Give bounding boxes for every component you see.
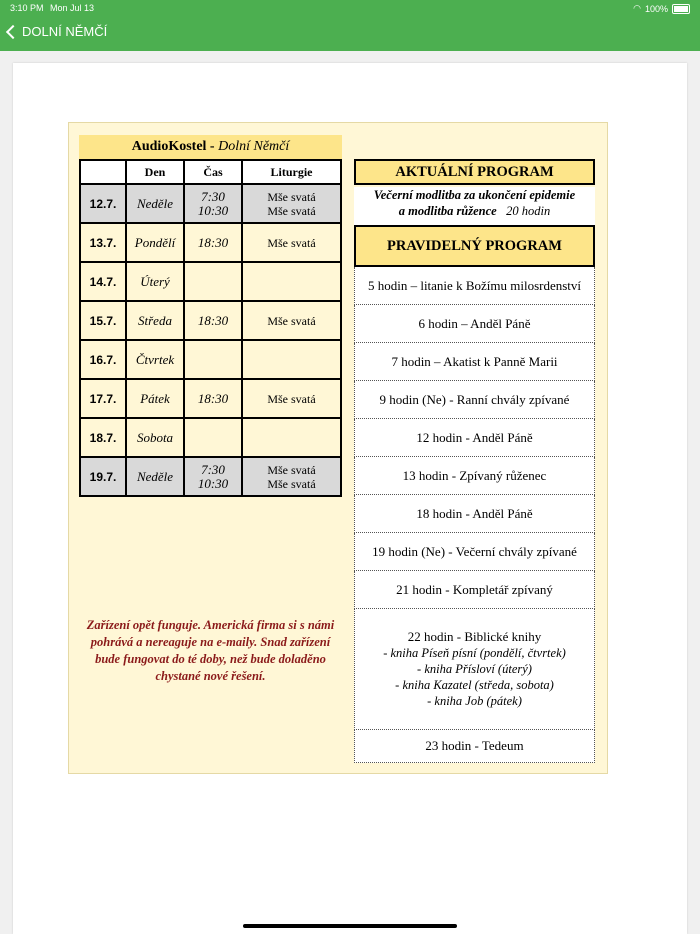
- schedule-liturgy: [242, 223, 341, 262]
- program-item-tedeum: 23 hodin - Tedeum: [354, 730, 595, 763]
- title-italic: Dolní Němčí: [218, 139, 290, 154]
- schedule-day: Pátek: [126, 379, 184, 418]
- schedule-time: [184, 223, 242, 262]
- notice-text: Zařízení opět funguje. Americká firma si s námi pohrává a nereaguje na e-maily. Snad zařízení bude fungovat do té doby, než bude doladěno chystané nové řešení.: [86, 618, 335, 683]
- schedule-liturgy: [242, 301, 341, 340]
- program-item: 13 hodin - Zpívaný růženec: [354, 457, 595, 495]
- bible-book: - kniha Přísloví (úterý): [417, 662, 532, 676]
- schedule-row: [80, 379, 341, 418]
- schedule-liturgy-1: Mše svatá: [267, 462, 316, 477]
- schedule-date: 12.7.: [80, 184, 126, 223]
- schedule-time-1: 7:30: [201, 188, 225, 204]
- col-date-header: [80, 160, 126, 184]
- schedule-row: [80, 262, 341, 301]
- schedule-date: 14.7.: [80, 262, 126, 301]
- schedule-liturgy-1: Mše svatá: [267, 235, 316, 250]
- battery-icon: [672, 4, 690, 14]
- nav-bar: [0, 16, 700, 51]
- schedule-day: Středa: [126, 301, 184, 340]
- status-right: [633, 3, 690, 14]
- schedule-liturgy: [242, 457, 341, 496]
- bible-program-item: [354, 609, 595, 730]
- schedule-row: [80, 418, 341, 457]
- schedule-date: 18.7.: [80, 418, 126, 457]
- status-time: 3:10 PM: [10, 3, 44, 13]
- home-indicator[interactable]: [243, 924, 457, 928]
- schedule-date: 16.7.: [80, 340, 126, 379]
- chevron-left-icon: [6, 25, 20, 39]
- schedule-time-1: 18:30: [197, 390, 229, 406]
- schedule-day: Neděle: [126, 457, 184, 496]
- schedule-liturgy-1: Mše svatá: [267, 313, 316, 328]
- schedule-column: [79, 133, 342, 763]
- schedule-date: 13.7.: [80, 223, 126, 262]
- schedule-time-1: 18:30: [197, 234, 229, 250]
- wifi-icon: ◠: [633, 3, 641, 13]
- schedule-time: [184, 418, 242, 457]
- schedule-day: Pondělí: [126, 223, 184, 262]
- col-liturgy-header: Liturgie: [242, 160, 341, 184]
- back-button[interactable]: [8, 24, 107, 39]
- program-item: 6 hodin – Anděl Páně: [354, 305, 595, 343]
- current-program-desc: [354, 187, 595, 225]
- schedule-liturgy: [242, 184, 341, 223]
- status-date: Mon Jul 13: [50, 3, 95, 13]
- program-item: 18 hodin - Anděl Páně: [354, 495, 595, 533]
- schedule-row: [80, 340, 341, 379]
- schedule-time: [184, 184, 242, 223]
- schedule-date: 15.7.: [80, 301, 126, 340]
- schedule-time: [184, 301, 242, 340]
- schedule-time-2: 10:30: [197, 475, 229, 491]
- schedule-table: [79, 159, 342, 497]
- schedule-liturgy: [242, 340, 341, 379]
- schedule-liturgy: [242, 418, 341, 457]
- schedule-time-2: 10:30: [197, 202, 229, 218]
- schedule-liturgy: [242, 262, 341, 301]
- program-item: 9 hodin (Ne) - Ranní chvály zpívané: [354, 381, 595, 419]
- col-time-header: Čas: [184, 160, 242, 184]
- schedule-day: Sobota: [126, 418, 184, 457]
- schedule-day: Úterý: [126, 262, 184, 301]
- current-program-line1: Večerní modlitba za ukončení epidemie: [373, 188, 576, 202]
- schedule-liturgy-2: Mše svatá: [267, 476, 316, 491]
- bible-book: - kniha Píseň písní (pondělí, čtvrtek): [383, 646, 566, 660]
- current-program-time: 20 hodin: [506, 204, 551, 218]
- program-item: 12 hodin - Anděl Páně: [354, 419, 595, 457]
- program-item: 19 hodin (Ne) - Večerní chvály zpívané: [354, 533, 595, 571]
- battery-percent: 100%: [644, 3, 668, 14]
- schedule-time-1: 18:30: [197, 312, 229, 328]
- schedule-row: [80, 184, 341, 223]
- schedule-liturgy: [242, 379, 341, 418]
- schedule-row: [80, 301, 341, 340]
- status-bar: [0, 0, 700, 16]
- schedule-liturgy-1: Mše svatá: [267, 189, 316, 204]
- program-item: 7 hodin – Akatist k Panně Marii: [354, 343, 595, 381]
- program-item: 5 hodin – litanie k Božímu milosrdenství: [354, 267, 595, 305]
- schedule-time: [184, 262, 242, 301]
- schedule-time: [184, 340, 242, 379]
- bible-book: - kniha Job (pátek): [427, 694, 522, 708]
- current-program-line2: a modlitba růžence: [398, 204, 497, 218]
- regular-program-header: PRAVIDELNÝ PROGRAM: [354, 225, 595, 267]
- document-title: [79, 135, 342, 159]
- parish-document: [68, 122, 608, 774]
- program-item: 21 hodin - Kompletář zpívaný: [354, 571, 595, 609]
- schedule-time-1: 7:30: [201, 461, 225, 477]
- schedule-liturgy-1: Mše svatá: [267, 391, 316, 406]
- schedule-day: Čtvrtek: [126, 340, 184, 379]
- schedule-date: 17.7.: [80, 379, 126, 418]
- schedule-time: [184, 457, 242, 496]
- current-program-header: AKTUÁLNÍ PROGRAM: [354, 159, 595, 185]
- title-bold: AudioKostel -: [131, 139, 215, 154]
- back-label: DOLNÍ NĚMČÍ: [22, 24, 108, 39]
- program-column: [352, 133, 597, 763]
- schedule-row: [80, 457, 341, 496]
- col-day-header: Den: [126, 160, 184, 184]
- schedule-liturgy-2: Mše svatá: [267, 203, 316, 218]
- schedule-date: 19.7.: [80, 457, 126, 496]
- bible-book: - kniha Kazatel (středa, sobota): [395, 678, 554, 692]
- schedule-time: [184, 379, 242, 418]
- schedule-day: Neděle: [126, 184, 184, 223]
- schedule-row: [80, 223, 341, 262]
- bible-title: 22 hodin - Biblické knihy: [407, 629, 542, 644]
